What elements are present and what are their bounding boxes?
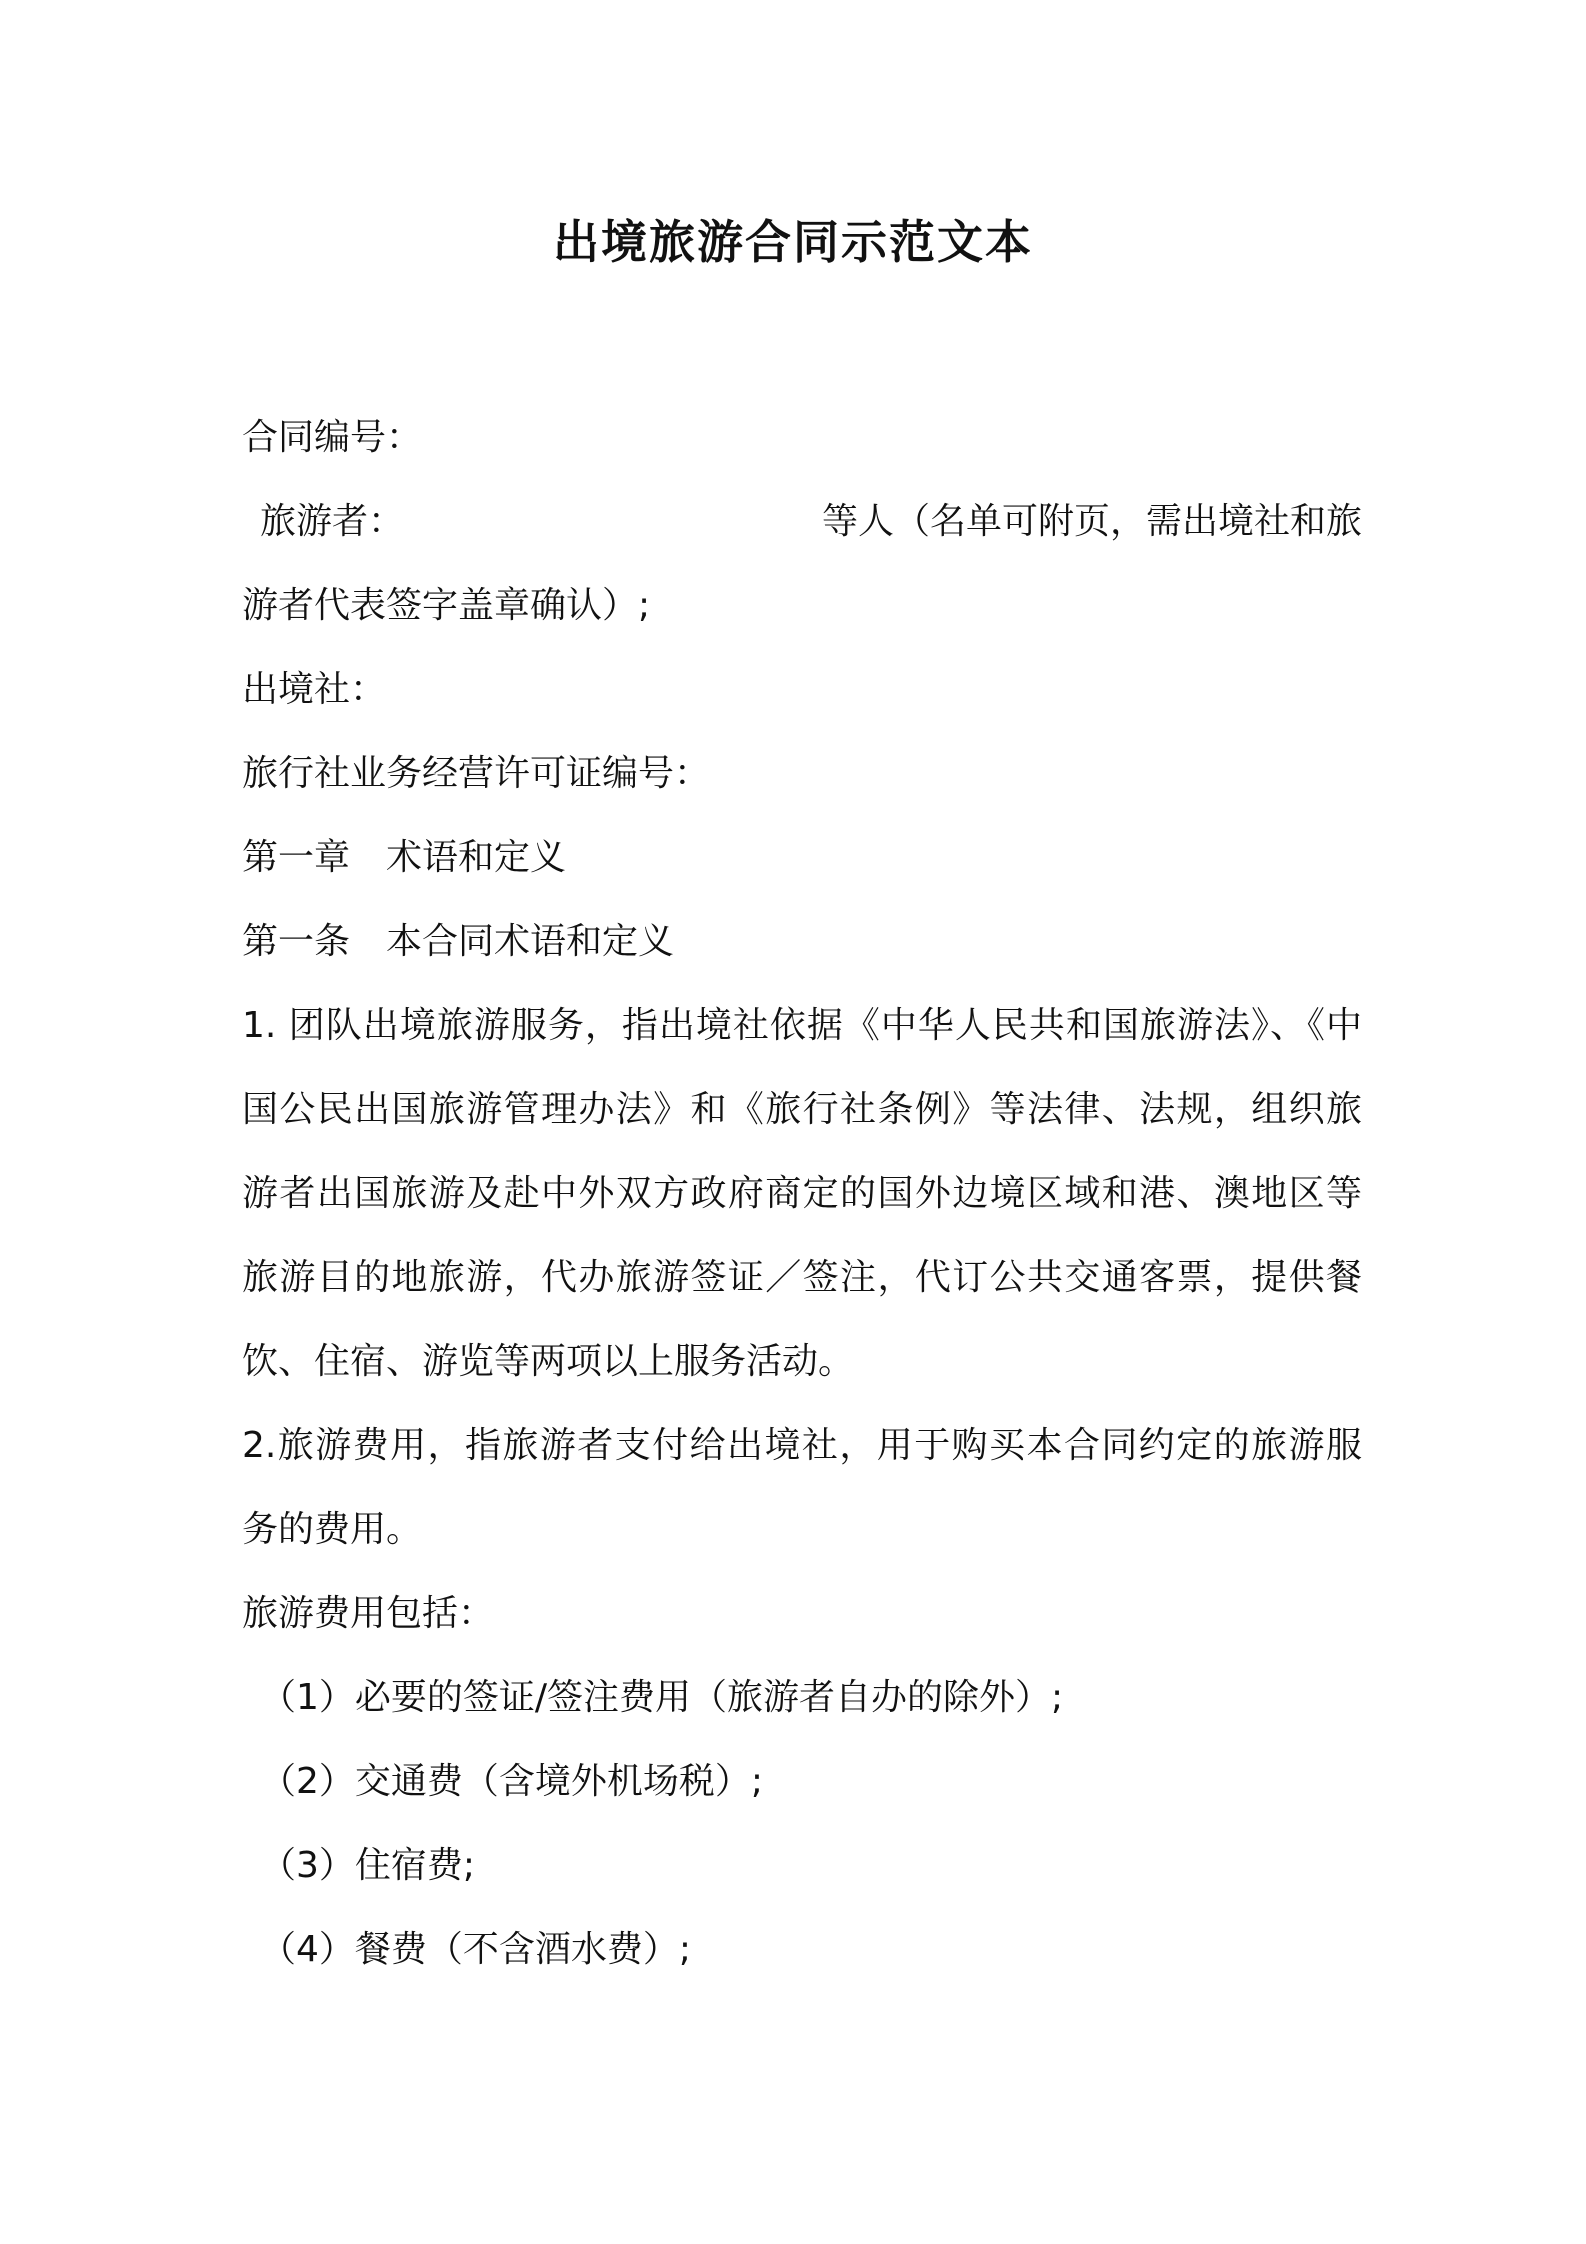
- list-item: （1）必要的签证/签注费用（旅游者自办的除外）;: [260, 1677, 1064, 1718]
- list-item: （2）交通费（含境外机场税）;: [260, 1761, 764, 1802]
- paragraph-line: 1. 团队出境旅游服务，指出境社依据《中华人民共和国旅游法》、《中: [242, 1005, 1362, 1046]
- paragraph-line: 饮、住宿、游览等两项以上服务活动。: [242, 1341, 855, 1382]
- paragraph-line: 游者代表签字盖章确认）;: [242, 585, 651, 626]
- chapter-heading: 第一章 术语和定义: [242, 837, 567, 878]
- list-item: （3）住宿费;: [260, 1845, 476, 1886]
- fee-list-heading: 旅游费用包括：: [242, 1593, 495, 1634]
- document-title: 出境旅游合同示范文本: [553, 215, 1033, 269]
- paragraph-line: 2.旅游费用，指旅游者支付给出境社，用于购买本合同约定的旅游服: [242, 1425, 1362, 1466]
- paragraph-line: 游者出国旅游及赴中外双方政府商定的国外边境区域和港、澳地区等: [242, 1173, 1362, 1214]
- traveler-note: 等人（名单可附页，需出境社和旅: [821, 501, 1362, 542]
- list-item: （4）餐费（不含酒水费）;: [260, 1929, 692, 1970]
- traveler-label: 旅游者：: [260, 501, 405, 542]
- paragraph-line: 旅游目的地旅游，代办旅游签证／签注，代订公共交通客票，提供餐: [242, 1257, 1362, 1298]
- paragraph-line: 国公民出国旅游管理办法》和《旅行社条例》等法律、法规，组织旅: [242, 1089, 1362, 1130]
- traveler-line: [260, 498, 1362, 546]
- license-number-line: 旅行社业务经营许可证编号：: [242, 753, 711, 794]
- article-heading: 第一条 本合同术语和定义: [242, 921, 675, 962]
- paragraph-line: 务的费用。: [242, 1509, 423, 1550]
- agency-line: 出境社：: [242, 669, 387, 710]
- contract-number-line: 合同编号：: [242, 417, 423, 458]
